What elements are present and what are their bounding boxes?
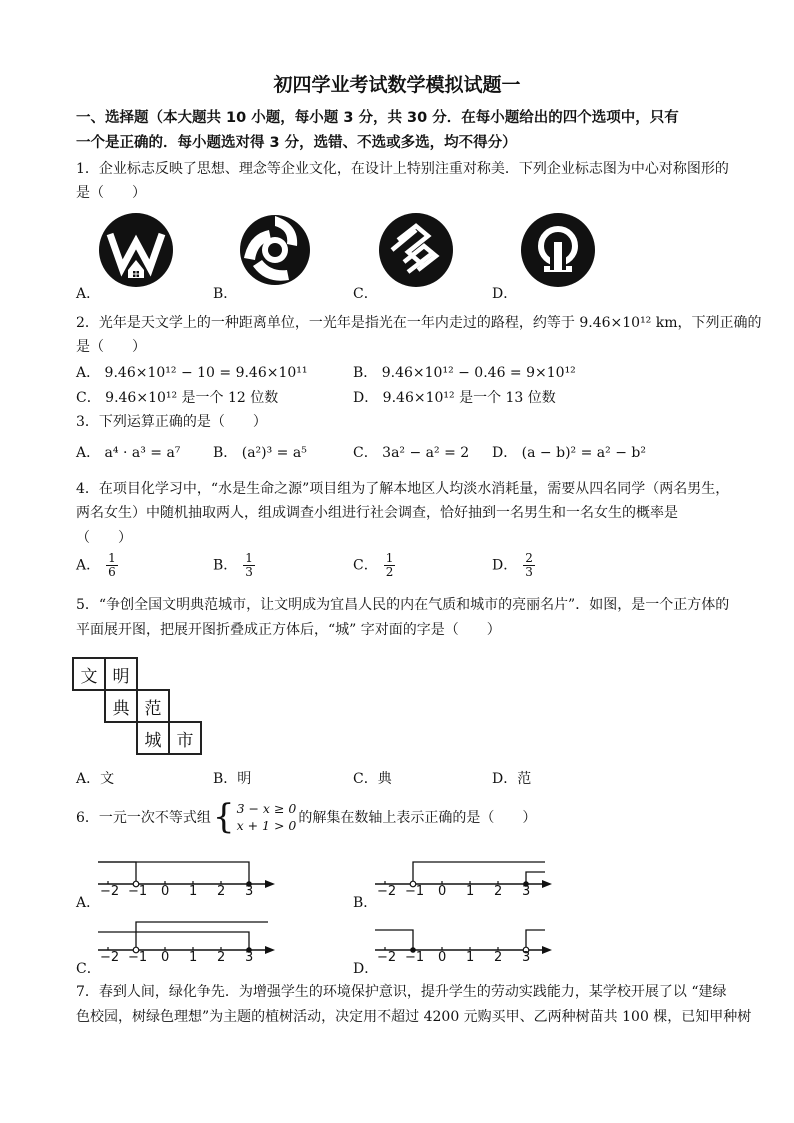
q5-option-d: D．范 xyxy=(492,771,532,787)
q6-option-a: A． xyxy=(76,895,101,911)
q4-option-a: A． $\frac{1}{6}$ xyxy=(76,551,116,579)
q2-option-d: D． 9.46×10¹² 是一个 13 位数 xyxy=(353,390,556,406)
q3-option-b: B． (a²)³ = a⁵ xyxy=(213,445,307,461)
cube-cell: 文 xyxy=(72,657,106,691)
q2-stem-line1: 2．光年是天文学上的一种距离单位，一光年是指光在一年内走过的路程，约等于 9.46×10¹² km，下列正确的 xyxy=(76,315,762,331)
tick-label: 3 xyxy=(522,950,531,965)
tick-label: 0 xyxy=(438,884,447,899)
tick-label: −2 xyxy=(100,884,120,899)
tick-label: 2 xyxy=(217,884,226,899)
cube-cell: 范 xyxy=(136,689,170,723)
q3-option-d: D． (a − b)² = a² − b² xyxy=(492,445,646,461)
cube-net xyxy=(72,657,202,752)
tick-label: 3 xyxy=(245,884,254,899)
section-header-line1: 一、选择题（本大题共 10 小题，每小题 3 分，共 30 分．在每小题给出的四个选项中，只有 xyxy=(76,110,679,126)
q3-option-c: C． 3a² − a² = 2 xyxy=(353,445,470,461)
q1-option-a: A． xyxy=(76,286,101,302)
q1-stem-line1: 1．企业标志反映了思想、理念等企业文化，在设计上特别注重对称美．下列企业标志图为中心对称图形的 xyxy=(76,161,729,177)
tick-label: 1 xyxy=(466,884,475,899)
railway-logo xyxy=(520,212,596,288)
w-house-logo xyxy=(98,212,174,288)
q5-option-c: C．典 xyxy=(353,771,392,787)
q4-option-b: B． $\frac{1}{3}$ xyxy=(213,551,253,579)
q6-option-b: B． xyxy=(353,895,378,911)
china-mobile-logo xyxy=(378,212,454,288)
tick-label: 1 xyxy=(189,884,198,899)
cube-cell: 市 xyxy=(168,721,202,755)
q4-option-c: C． $\frac{1}{2}$ xyxy=(353,551,394,579)
q5-stem-line2: 平面展开图，把展开图折叠成正方体后，“城” 字对面的字是（ ） xyxy=(76,622,501,638)
tick-label: 0 xyxy=(438,950,447,965)
tick-label: 2 xyxy=(494,950,503,965)
q1-option-b: B． xyxy=(213,286,238,302)
tick-label: −2 xyxy=(377,884,397,899)
cube-cell: 典 xyxy=(104,689,138,723)
q1-option-c: C． xyxy=(353,286,378,302)
q3-option-a: A． a⁴ · a³ = a⁷ xyxy=(76,445,181,461)
q4-stem-line1: 4．在项目化学习中，“水是生命之源”项目组为了解本地区人均淡水消耗量，需要从四名同学（两名男生， xyxy=(76,481,730,497)
q1-option-d: D． xyxy=(492,286,518,302)
q6-option-c: C． xyxy=(76,961,101,977)
tick-label: −2 xyxy=(100,950,120,965)
q7-stem-line1: 7．春到人间，绿化争先．为增强学生的环境保护意识，提升学生的劳动实践能力，某学校开展了以 “建绿 xyxy=(76,984,727,1000)
tick-label: −1 xyxy=(405,884,425,899)
q1-stem-line2: 是（ ） xyxy=(76,185,146,201)
tick-label: 3 xyxy=(245,950,254,965)
q4-stem-line3: （ ） xyxy=(76,530,132,546)
tick-label: 2 xyxy=(494,884,503,899)
q2-option-c: C． 9.46×10¹² 是一个 12 位数 xyxy=(76,390,279,406)
q4-option-d: D． $\frac{2}{3}$ xyxy=(492,551,533,579)
tick-label: 1 xyxy=(189,950,198,965)
q5-option-b: B．明 xyxy=(213,771,252,787)
tick-label: 0 xyxy=(161,950,170,965)
page-title: 初四学业考试数学模拟试题一 xyxy=(273,74,521,96)
cube-cell: 城 xyxy=(136,721,170,755)
q7-stem-line2: 色校园，树绿色理想”为主题的植树活动，决定用不超过 4200 元购买甲、乙两种树苗共 100 棵，已知甲种树 xyxy=(76,1009,752,1025)
tick-label: 3 xyxy=(522,884,531,899)
q6-option-d: D． xyxy=(353,961,379,977)
tick-label: 0 xyxy=(161,884,170,899)
section-header-line2: 一个是正确的．每小题选对得 3 分，选错、不选或多选，均不得分） xyxy=(76,135,517,151)
tick-label: −1 xyxy=(405,950,425,965)
q2-option-a: A． 9.46×10¹² − 10 = 9.46×10¹¹ xyxy=(76,365,308,381)
q3-stem: 3．下列运算正确的是（ ） xyxy=(76,414,267,430)
q2-stem-line2: 是（ ） xyxy=(76,339,146,355)
inequality-system: { 3 − x ≥ 0 x + 1 > 0 xyxy=(212,797,297,837)
cube-cell: 明 xyxy=(104,657,138,691)
tick-label: 2 xyxy=(217,950,226,965)
tick-label: −1 xyxy=(128,884,148,899)
tick-label: 1 xyxy=(466,950,475,965)
q4-stem-line2: 两名女生）中随机抽取两人，组成调查小组进行社会调查，恰好抽到一名男生和一名女生的概率是 xyxy=(76,505,678,521)
q2-option-b: B． 9.46×10¹² − 0.46 = 9×10¹² xyxy=(353,365,576,381)
swirl-logo xyxy=(239,214,311,286)
q6-stem: 6．一元一次不等式组 { 3 − x ≥ 0 x + 1 > 0 的解集在数轴上表示正确的是（ ） xyxy=(76,797,537,837)
tick-label: −1 xyxy=(128,950,148,965)
q5-option-a: A．文 xyxy=(76,771,115,787)
tick-label: −2 xyxy=(377,950,397,965)
q5-stem-line1: 5．“争创全国文明典范城市，让文明成为宜昌人民的内在气质和城市的亮丽名片”．如图，是一个正方体的 xyxy=(76,597,730,613)
